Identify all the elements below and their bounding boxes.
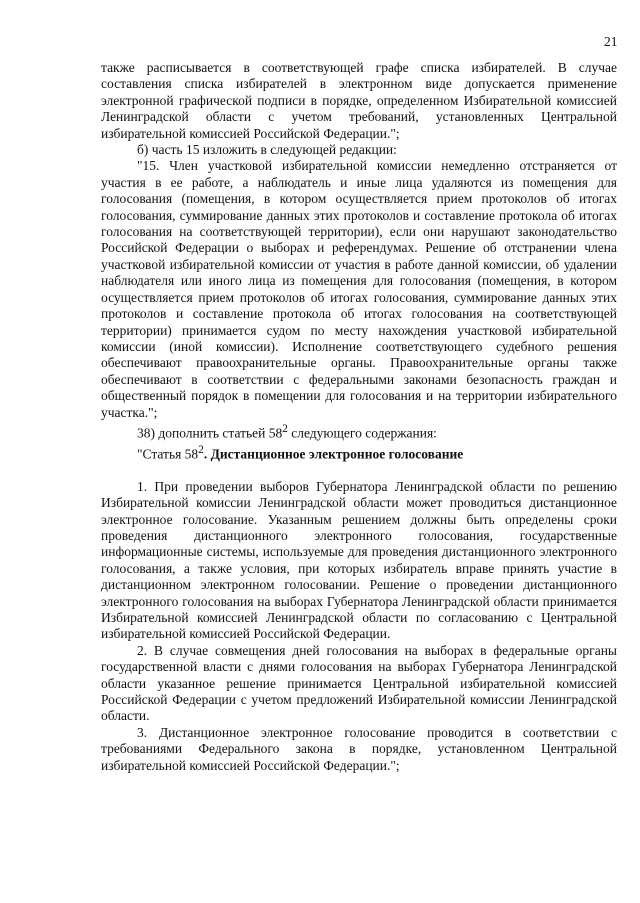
document-body <box>101 60 617 774</box>
paragraph-item-38 <box>101 421 617 442</box>
item-38-text: 38) дополнить статьей 58 <box>137 425 283 441</box>
page-number: 21 <box>604 34 618 49</box>
paragraph-article-part-2: 2. В случае совмещения дней голосования на выборах в федеральные органы государственной власти с днями голосования на выборах Губернатора Ленинградской области указанное решение принимается Центральной избирательной комиссией Российской Федерации с учетом предложений Избирательной комиссии Ленинградской области. <box>101 642 617 724</box>
article-heading-prefix: "Статья 58 <box>137 446 199 462</box>
item-38-tail: следующего содержания: <box>287 425 437 441</box>
item-38-superscript: 2 <box>282 422 288 435</box>
paragraph-signature-rule: также расписывается в соответствующей графе списка избирателей. В случае составления списка избирателей в электронном виде допускается применение электронной графической подписи в порядке, определенном Избирательной комиссией Ленинградской области с учетом требований, установленных Центральной избирательной комиссией Российской Федерации."; <box>101 60 617 141</box>
paragraph-part-15-text: "15. Член участковой избирательной комиссии немедленно отстраняется от участия в ее работе, а наблюдатель и иные лица удаляются из помещения для голосования (помещения, в котором осуществляется прием протоколов об итогах голосования, суммирование данных этих протоколов и составление протокола об итогах голосования на соответствующей территории), если они нарушают законодательство Российской Федерации о выборах и референдумах. Решение об отстранении члена участковой избирательной комиссии от участия в работе данной комиссии, об удалении наблюдателя или иного лица из помещения для голосования (помещения, в котором осуществляется прием протоколов об итогах голосования, суммирование данных этих протоколов и составление протокола об итогах голосования на соответствующей территории) принимается судом по месту нахождения участковой избирательной комиссии (иной комиссии). Исполнение соответствующего судебного решения обеспечивают правоохранительные органы. Правоохранительные органы также обеспечивают в соответствии с федеральными законами безопасность граждан и общественный порядок в помещении для голосования и на территории избирательного участка."; <box>101 158 617 420</box>
paragraph-part-15-instruction: б) часть 15 изложить в следующей редакции: <box>137 142 397 158</box>
article-heading <box>101 442 617 463</box>
paragraph-article-part-3: 3. Дистанционное электронное голосование проводится в соответствии с требованиями Федерального закона в порядке, установленном Центральной избирательной комиссией Российской Федерации."; <box>101 724 617 773</box>
article-heading-superscript: 2 <box>198 443 204 456</box>
article-heading-title: . Дистанционное электронное голосование <box>203 446 464 462</box>
paragraph-article-part-1: 1. При проведении выборов Губернатора Ленинградской области по решению Избирательной комиссии Ленинградской области может проводиться дистанционное электронное голосование. Указанным решением должны быть определены сроки проведения дистанционного электронного голосования, государственные информационные системы, используемые для проведения дистанционного электронного голосования, а также условия, при которых избиратель вправе принять участие в дистанционном электронном голосовании. Решение о проведении дистанционного электронного голосования на выборах Губернатора Ленинградской области принимается Избирательной комиссией Ленинградской области по согласованию с Центральной избирательной комиссией Российской Федерации. <box>101 478 617 642</box>
